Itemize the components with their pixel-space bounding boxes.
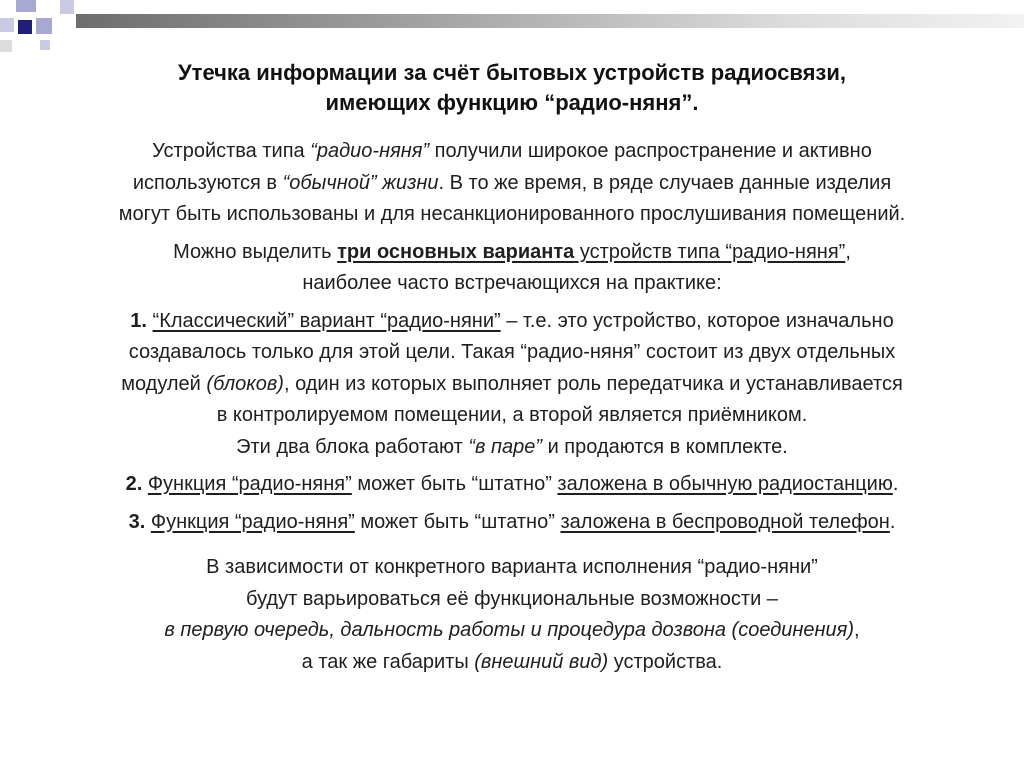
- decor-square: [40, 40, 50, 50]
- decor-square: [16, 0, 36, 12]
- text-run: “радио-няня”: [310, 140, 430, 162]
- text-run: Функция “радио-няня”: [150, 510, 355, 533]
- text-run: Эти два блока работают: [236, 435, 469, 458]
- decor-square: [18, 20, 32, 34]
- text-run: может быть “штатно”: [354, 510, 561, 533]
- text-run: заложена в беспроводной телефон: [560, 510, 890, 533]
- variant-item-3: [30, 507, 994, 539]
- title-line: Утечка информации за счёт бытовых устройств радиосвязи,: [178, 60, 846, 85]
- text-run: получили широкое распространение и активно: [429, 140, 872, 162]
- text-run: Можно выделить: [173, 240, 338, 263]
- text-run: устройств типа “радио-няня”: [574, 240, 846, 263]
- decor-square: [0, 40, 12, 52]
- variants-intro-paragraph: [30, 237, 994, 300]
- text-run: ,: [845, 240, 851, 263]
- text-run: , один из которых выполняет роль передатчика и устанавливается: [283, 372, 903, 395]
- text-run: .: [889, 510, 896, 533]
- text-run: (блоков): [206, 372, 284, 395]
- text-run: “Классический” вариант “радио-няни”: [152, 309, 501, 332]
- text-run: (внешний вид): [474, 650, 609, 673]
- text-run: В зависимости от конкретного варианта исполнения “радио-няни”: [206, 556, 818, 578]
- variant-item-2: [30, 469, 994, 501]
- text-run: “обычной” жизни: [282, 171, 439, 194]
- text-run: устройства.: [608, 650, 723, 673]
- header-gradient-bar: [76, 14, 1024, 28]
- text-run: .: [892, 473, 899, 495]
- conclusion-paragraph: [30, 552, 994, 678]
- text-run: в контролируемом помещении, а второй является приёмником.: [216, 404, 808, 426]
- intro-paragraph: [30, 136, 994, 231]
- text-run: могут быть использованы и для несанкционированного прослушивания помещений.: [118, 203, 906, 225]
- slide-body: [30, 136, 994, 678]
- text-run: модулей: [121, 372, 207, 395]
- item-number: 2.: [125, 473, 143, 495]
- text-run: – т.е. это устройство, которое изначально: [500, 309, 894, 332]
- decor-square: [60, 0, 74, 14]
- text-run: . В то же время, в ряде случаев данные изделия: [438, 171, 892, 194]
- text-run: и продаются в комплекте.: [542, 435, 788, 458]
- text-run: заложена в обычную радиостанцию: [557, 473, 893, 495]
- text-run: будут варьироваться её функциональные возможности –: [246, 587, 778, 610]
- text-run: в первую очередь, дальность работы и процедура дозвона (соединения): [164, 619, 855, 641]
- slide-title: [40, 58, 984, 118]
- title-line: имеющих функцию “радио-няня”.: [325, 90, 699, 115]
- text-run: может быть “штатно”: [351, 473, 558, 495]
- text-run: наиболее часто встречающихся на практике:: [302, 272, 722, 294]
- text-run: “в паре”: [468, 435, 543, 458]
- decor-square: [36, 18, 52, 34]
- text-run: создавалось только для этой цели. Такая “радио-няня” состоит из двух отдельных: [128, 341, 896, 363]
- text-run: три основных варианта: [337, 240, 575, 263]
- text-run: Функция “радио-няня”: [147, 473, 352, 495]
- variant-item-1: [30, 306, 994, 464]
- decor-square: [0, 18, 14, 32]
- text-run: ,: [854, 619, 860, 641]
- item-number: 1.: [130, 309, 147, 332]
- text-run: Устройства типа: [152, 140, 311, 162]
- text-run: используются в: [132, 171, 283, 194]
- item-number: 3.: [128, 510, 146, 533]
- text-run: а так же габариты: [301, 650, 475, 673]
